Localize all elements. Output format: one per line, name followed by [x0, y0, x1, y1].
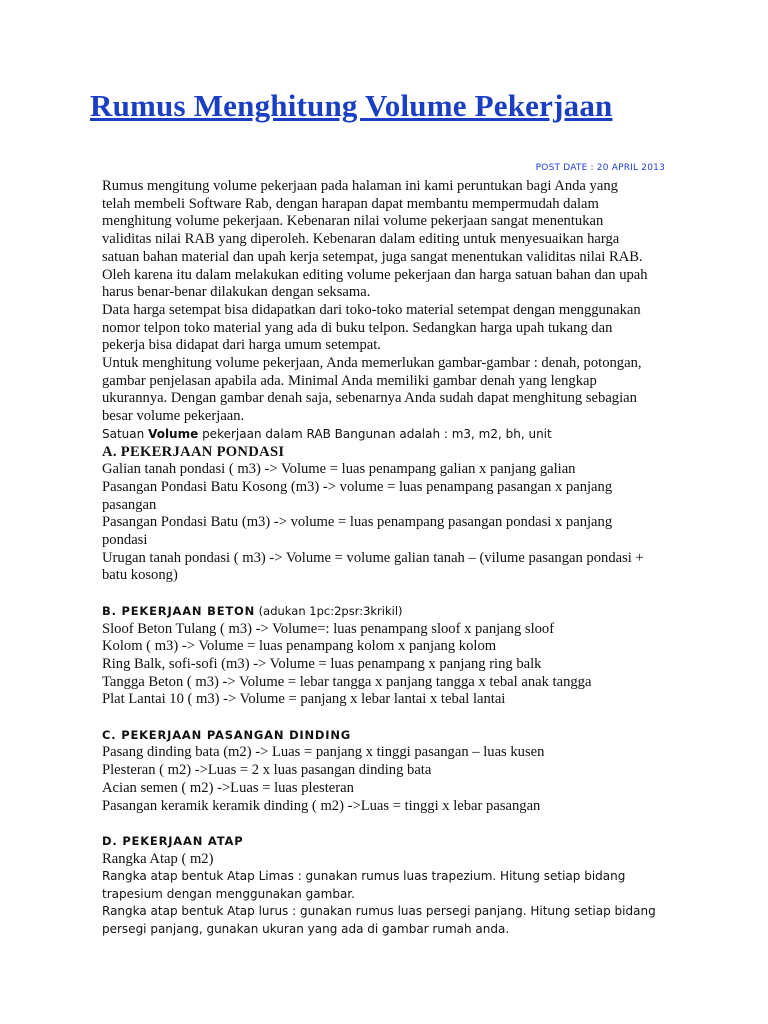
section-b-line: Tangga Beton ( m3) -> Volume = lebar tangga x panjang tangga x tebal anak tangga: [102, 673, 592, 690]
section-b-note: (adukan 1pc:2psr:3krikil): [255, 603, 403, 618]
article-body: [102, 178, 682, 938]
section-d-heading: D. PEKERJAAN ATAP: [102, 833, 244, 848]
spacer: [102, 585, 682, 603]
section-d-note: Rangka atap bentuk Atap Limas : gunakan rumus luas trapezium. Hitung setiap bidang: [102, 869, 626, 884]
section-a-line: Urugan tanah pondasi ( m3) -> Volume = volume galian tanah – (vilume pasangan pondasi +: [102, 549, 644, 566]
section-c-line: Pasangan keramik keramik dinding ( m2) ->Luas = tinggi x lebar pasangan: [102, 797, 541, 814]
intro-line: pekerja bisa didapat dari harga umum setempat.: [102, 337, 381, 354]
intro-line: gambar penjelasan apabila ada. Minimal Anda memiliki gambar denah yang lengkap: [102, 372, 597, 389]
section-d-note: persegi panjang, gunakan ukuran yang ada di gambar rumah anda.: [102, 921, 510, 936]
section-a-line: pondasi: [102, 532, 148, 549]
intro-line: ukurannya. Dengan gambar denah saja, sebenarnya Anda sudah dapat menghitung sebagian: [102, 390, 637, 407]
intro-line: Oleh karena itu dalam melakukan editing volume pekerjaan dan harga satuan bahan dan upah: [102, 266, 648, 283]
section-a-line: Galian tanah pondasi ( m3) -> Volume = luas penampang galian x panjang galian: [102, 461, 576, 478]
satuan-prefix: Satuan: [102, 426, 149, 441]
section-a-line: Pasangan Pondasi Batu (m3) -> volume = luas penampang pasangan pondasi x panjang: [102, 514, 613, 531]
intro-line: Data harga setempat bisa didapatkan dari toko-toko material setempat dengan menggunakan: [102, 301, 641, 318]
intro-line: telah membeli Software Rab, dengan harapan dapat membantu mempermudah dalam: [102, 195, 599, 212]
intro-line: Untuk menghitung volume pekerjaan, Anda memerlukan gambar-gambar : denah, potongan,: [102, 355, 642, 372]
section-a-heading: A. PEKERJAAN PONDASI: [102, 443, 285, 460]
spacer: [102, 709, 682, 727]
section-d-note: trapesium dengan menggunakan gambar.: [102, 886, 355, 901]
post-date: POST DATE : 20 APRIL 2013: [535, 163, 665, 173]
section-b-line: Sloof Beton Tulang ( m3) -> Volume=: luas penampang sloof x panjang sloof: [102, 620, 555, 637]
satuan-suffix: pekerjaan dalam RAB Bangunan adalah : m3, m2, bh, unit: [198, 426, 552, 441]
section-c-line: Acian semen ( m2) ->Luas = luas plesteran: [102, 779, 354, 796]
intro-line: menghitung volume pekerjaan. Kebenaran nilai volume pekerjaan sangat menentukan: [102, 213, 604, 230]
section-b-line: Kolom ( m3) -> Volume = luas penampang kolom x panjang kolom: [102, 638, 497, 655]
intro-line: Rumus mengitung volume pekerjaan pada halaman ini kami peruntukan bagi Anda yang: [102, 178, 618, 194]
intro-line: nomor telpon toko material yang ada di buku telpon. Sedangkan harga upah tukang dan: [102, 319, 613, 336]
intro-line: harus benar-benar dilakukan dengan seksama.: [102, 284, 371, 301]
section-d-line: Rangka Atap ( m2): [102, 850, 214, 867]
intro-line: validitas nilai RAB yang diperoleh. Kebenaran dalam editing untuk menyesuaikan harga: [102, 231, 620, 248]
section-b-line: Ring Balk, sofi-sofi (m3) -> Volume = luas penampang x panjang ring balk: [102, 655, 542, 672]
section-a-line: batu kosong): [102, 567, 178, 584]
section-c-line: Pasang dinding bata (m2) -> Luas = panjang x tinggi pasangan – luas kusen: [102, 744, 545, 761]
section-a-line: Pasangan Pondasi Batu Kosong (m3) -> volume = luas penampang pasangan x panjang: [102, 478, 613, 495]
intro-line: besar volume pekerjaan.: [102, 408, 245, 425]
satuan-bold: Volume: [148, 426, 199, 441]
section-b-title: B. PEKERJAAN BETON: [102, 603, 256, 618]
section-a-line: pasangan: [102, 496, 157, 513]
section-d-note: Rangka atap bentuk Atap lurus : gunakan rumus luas persegi panjang. Hitung setiap bidang: [102, 904, 656, 919]
section-b-heading: [102, 603, 682, 621]
intro-line: satuan bahan material dan upah kerja setempat, juga sangat menentukan validitas nilai RAB.: [102, 248, 643, 265]
page-title[interactable]: Rumus Menghitung Volume Pekerjaan: [90, 88, 613, 123]
section-b-line: Plat Lantai 10 ( m3) -> Volume = panjang x lebar lantai x tebal lantai: [102, 691, 506, 708]
satuan-line: [102, 426, 682, 444]
section-c-line: Plesteran ( m2) ->Luas = 2 x luas pasangan dinding bata: [102, 762, 432, 779]
section-c-heading: C. PEKERJAAN PASANGAN DINDING: [102, 727, 352, 742]
spacer: [102, 815, 682, 833]
